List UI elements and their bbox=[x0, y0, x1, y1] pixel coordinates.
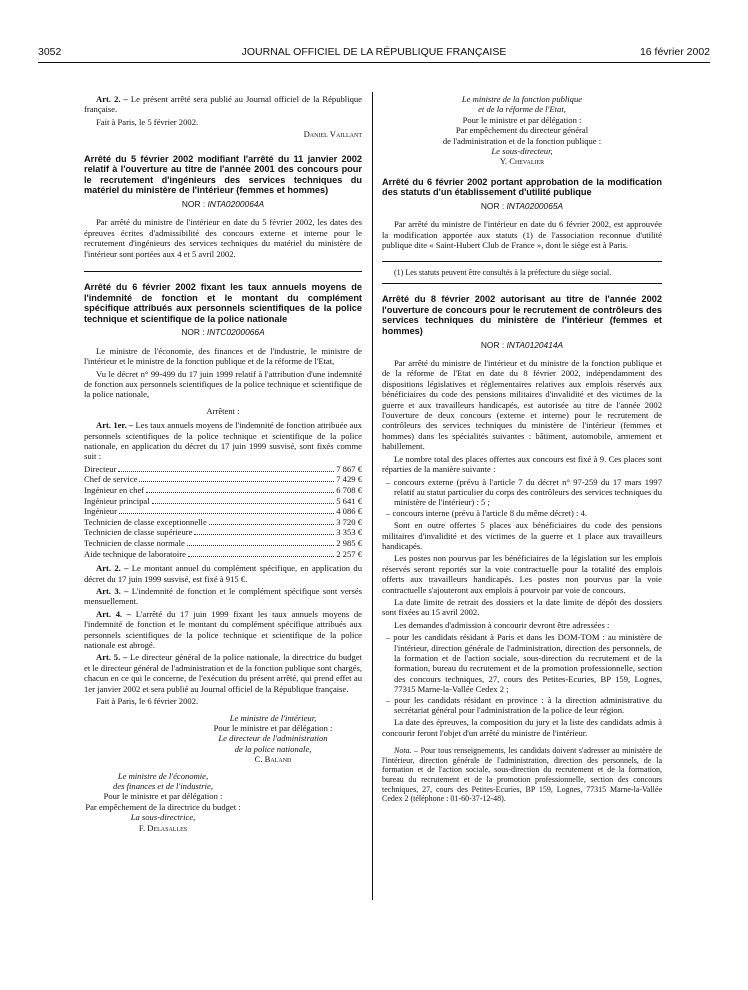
arrete-3-title: Arrêté du 6 février 2002 portant approbation de la modification des statuts d'un établissement d'utilité publique bbox=[382, 176, 662, 198]
article-3: Art. 3. – L'indemnité de fonction et le complément spécifique sont versés mensuellement. bbox=[84, 586, 362, 607]
list-item: – concours externe (prévu à l'article 7 du décret n° 97-259 du 17 mars 1997 relatif au statut particulier du corps des contrôleurs des services techniques du ministère de l'intérieur) : 5 ; bbox=[386, 476, 662, 508]
arrete-1-nor: NOR : INTA0200064A bbox=[181, 199, 265, 209]
arretent: Arrêtent : bbox=[206, 405, 240, 416]
column-divider bbox=[372, 92, 373, 900]
list-item: – pour les candidats résidant à Paris et dans les DOM-TOM : au ministère de l'intérieur, direction générale de l'administration, direction des personnels, de la formation et de l'action sociale, sous-direction du recrutement et de la formation, bureau du recrutement et de la promotion professionnelle, section des concours techniques, 27, cours des Petites-Ecuries, BP 159, Lognes, 77315 Marne-la-Vallée Cedex 2 ; bbox=[386, 632, 662, 695]
article-2b: Art. 2. – Le montant annuel du complément spécifique, en application du décret du 17 juin 1999 susvisé, est fixé à 915 €. bbox=[84, 563, 362, 584]
article-5: Art. 5. – Le directeur général de la police nationale, la directrice du budget et le directeur général de l'administration et de la fonction publique sont chargés, chacun en ce qui le concerne, de l'exécution du présent arrêté, qui prend effet au 1er janvier 2002 et sera publié au Journal officiel de la République française. bbox=[84, 652, 362, 694]
arrete-4-p4: Les postes non pourvus par les bénéficiaires de la législation sur les emplois réservés seront reportés sur la voie contractuelle pour la totalité des emplois offerts aux travailleurs handicapés. Les postes non pourvus par la voie contractuelle s'ajouteront aux emplois à pourvoir par voie de concours. bbox=[382, 553, 662, 595]
arrete-4-p5: La date limite de retrait des dossiers et la date limite de dépôt des dossiers sont fixées au 15 avril 2002. bbox=[382, 596, 662, 618]
rate-row: Directeur 7 867 € bbox=[84, 463, 362, 474]
nota: Nota. – Pour tous renseignements, les candidats doivent s'adresser au ministère de l'intérieur, direction générale de l'administration, direction des personnels, de la formation et de l'action sociale, sous-direction du recrutement et de la formation, bureau du recrutement et de la promotion professionnelle, section des concours techniques, 27, cours des Petites-Ecuries, BP 159, Lognes, 77315 Marne-la-Vallée Cedex 2 (téléphone : 01-60-37-12-48). bbox=[382, 746, 662, 804]
article-1: Art. 1er. – Les taux annuels moyens de l'indemnité de fonction attribuée aux personnels scientifiques de la police technique et scientifique de la police nationale, en application du décret du 17 juin 1999 susvisé, sont fixés comme suit : bbox=[84, 420, 362, 462]
arrete-3-nor: NOR : INTA0200065A bbox=[480, 201, 564, 212]
rate-row: Technicien de classe supérieure 3 353 € bbox=[84, 527, 362, 538]
rate-row: Technicien de classe exceptionnelle 3 720 € bbox=[84, 516, 362, 527]
right-column bbox=[382, 94, 662, 806]
header-rule bbox=[38, 62, 710, 63]
signature-block-interieur: Le ministre de l'intérieur, Pour le ministre et par délégation : Le directeur de l'administration de la police nationale, C. Baland bbox=[213, 712, 333, 765]
section-separator bbox=[382, 283, 662, 284]
section-separator bbox=[382, 261, 662, 262]
left-column bbox=[84, 94, 362, 833]
list-item: – concours interne (prévu à l'article 8 du même décret) : 4. bbox=[386, 507, 588, 518]
arrete-4-title: Arrêté du 8 février 2002 autorisant au titre de l'année 2002 l'ouverture de concours pour le recrutement de contrôleurs des services techniques du ministère de l'intérieur (femmes et hommes) bbox=[382, 294, 662, 337]
page-number: 3052 bbox=[38, 46, 62, 58]
rate-row: Ingénieur en chef 6 708 € bbox=[84, 485, 362, 496]
arrete-1-body: Par arrêté du ministre de l'intérieur en date du 5 février 2002, les dates des épreuves écrites d'admissibilité des concours externe et interne pour le recrutement d'ingénieurs des services techniques du matériel du ministère de l'intérieur sont portées aux 4 et 5 avril 2002. bbox=[84, 217, 362, 259]
rate-row: Technicien de classe normale 2 985 € bbox=[84, 538, 362, 549]
section-separator bbox=[84, 271, 362, 272]
arrete-4-p7: La date des épreuves, la composition du jury et la liste des candidats admis à concourir feront l'objet d'un arrêté du ministre de l'intérieur. bbox=[382, 717, 662, 738]
arrete-2-preamble: Le ministre de l'économie, des finances et de l'industrie, le ministre de l'intérieur et le ministre de la fonction publique et de la réforme de l'Etat, bbox=[84, 345, 362, 367]
arrete-4-p6: Les demandes d'admission à concourir devront être adressées : bbox=[394, 619, 610, 630]
fait-a-paris-1: Fait à Paris, le 5 février 2002. bbox=[96, 116, 199, 127]
arrete-4-nor: NOR : INTA0120414A bbox=[480, 339, 564, 350]
arrete-4-p1: Par arrêté du ministre de l'intérieur et du ministre de la fonction publique et de la réforme de l'Etat en date du 8 février 2002, indépendamment des dispositions législatives et réglementaires relatives aux emplois réservés aux bénéficiaires du code des pensions militaires d'invalidité et des victimes de la guerre et aux travailleurs handicapés, est autorisée au titre de l'année 2002 l'ouverture de deux concours (externe et interne) pour le recrutement de contrôleurs des services techniques du ministère de l'intérieur (femmes et hommes) dans les spécialités suivantes : bâtiment, automobile, armement et habillement. bbox=[382, 358, 662, 452]
signature-block-fonction-publique: Le ministre de la fonction publique et de la réforme de l'Etat, Pour le ministre et par délégation : Par empêchement du directeur général de l'administration et de la fonction publique : Le sous-directeur, Y. Chevalier bbox=[442, 94, 602, 167]
arrete-3-body: Par arrêté du ministre de l'intérieur en date du 6 février 2002, est approuvée la modification apportée aux statuts (1) de l'association reconnue d'utilité publique dite « Saint-Hubert Club de France », dont le siège est à Paris. bbox=[382, 219, 662, 251]
issue-date: 16 février 2002 bbox=[639, 46, 710, 58]
rate-row: Chef de service 7 429 € bbox=[84, 474, 362, 485]
places-list bbox=[382, 477, 662, 519]
arrete-2-title: Arrêté du 6 février 2002 fixant les taux annuels moyens de l'indemnité de fonction et le montant du complément spécifique attribués aux personnels scientifiques de la police technique et scientifique de la police nationale bbox=[84, 282, 362, 324]
arrete-4-p2: Le nombre total des places offertes aux concours est fixé à 9. Ces places sont réparties de la manière suivante : bbox=[382, 453, 662, 475]
arrete-4-p3: Sont en outre offertes 5 places aux bénéficiaires du code des pensions militaires d'invalidité et des victimes de la guerre et 1 place aux travailleurs handicapés. bbox=[382, 520, 662, 551]
rates-table bbox=[84, 464, 362, 559]
journal-title: JOURNAL OFFICIEL DE LA RÉPUBLIQUE FRANÇAISE bbox=[241, 46, 507, 58]
arrete-2-nor: NOR : INTC0200066A bbox=[181, 327, 265, 338]
rate-row: Ingénieur 4 086 € bbox=[84, 506, 362, 517]
signature-vaillant: Daniel Vaillant bbox=[303, 129, 362, 140]
article-4: Art. 4. – L'arrêté du 17 juin 1999 fixant les taux annuels moyens de l'indemnité de fonction et le montant du complément spécifique attribués aux personnels scientifiques de la police technique et scientifique de la police nationale est abrogé. bbox=[84, 608, 362, 651]
arrete-3-footnote: (1) Les statuts peuvent être consultés à la préfecture du siège social. bbox=[394, 267, 612, 277]
list-item: – pour les candidats résidant en province : à la direction administrative du secrétariat général pour l'administration de la police de leur région. bbox=[386, 694, 662, 716]
arrete-2-vu: Vu le décret n° 99-499 du 17 juin 1999 relatif à l'attribution d'une indemnité de fonction aux personnels scientifiques de la police technique et scientifique de la police nationale, bbox=[84, 368, 362, 400]
fait-a-paris-2: Fait à Paris, le 6 février 2002. bbox=[96, 696, 199, 707]
arrete-1-title: Arrêté du 5 février 2002 modifiant l'arrêté du 11 janvier 2002 relatif à l'ouverture au titre de l'année 2001 des concours pour le recrutement d'ingénieurs des services techniques du matériel du ministère de l'intérieur (femmes et hommes) bbox=[84, 153, 362, 196]
addresses-list bbox=[382, 632, 662, 715]
rate-row: Aide technique de laboratoire 2 257 € bbox=[84, 548, 362, 559]
page-header bbox=[38, 46, 710, 62]
signature-block-economie: Le ministre de l'économie, des finances et de l'industrie, Pour le ministre et par délégation : Par empêchement de la directrice du budget : La sous-directrice, F. Delasalles bbox=[85, 770, 241, 833]
article-2: Art. 2. – Le présent arrêté sera publié au Journal officiel de la République française. bbox=[84, 94, 362, 115]
rate-row: Ingénieur principal 5 641 € bbox=[84, 495, 362, 506]
